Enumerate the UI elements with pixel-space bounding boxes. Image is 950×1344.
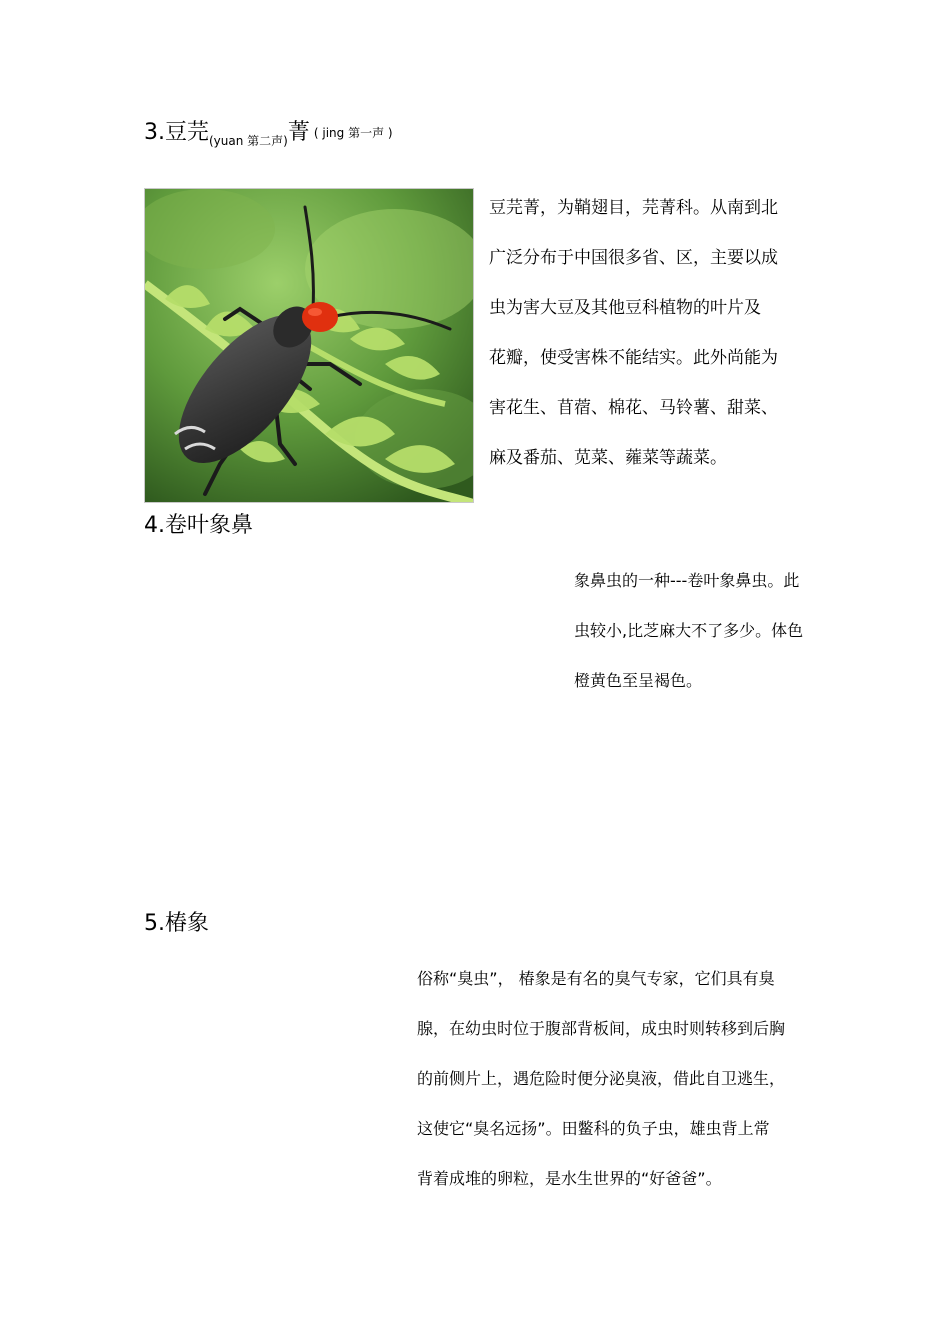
section-3-line: 虫为害大豆及其他豆科植物的叶片及: [489, 298, 761, 318]
section-4-line: 橙黄色至呈褐色。: [574, 671, 703, 690]
section-3-line: 广泛分布于中国很多省、区，主要以成: [489, 248, 778, 268]
section-3-heading: [144, 118, 393, 156]
section-3-heading-sub: (yuan 第二声): [209, 134, 288, 148]
section-3-heading-small: ( jing 第一声 ): [313, 126, 393, 140]
section-4-line: 虫较小,比芝麻大不了多少。体色: [574, 621, 804, 640]
beetle-illustration: [145, 189, 474, 503]
section-5-line: 这使它“臭名远扬”。田鳖科的负子虫，雄虫背上常: [417, 1119, 770, 1138]
section-3-heading-char: 菁: [287, 120, 310, 145]
section-4-heading: 4.卷叶象鼻: [144, 513, 253, 538]
section-5-line: 俗称“臭虫”， 椿象是有名的臭气专家，它们具有臭: [417, 969, 775, 988]
section-4-paragraph: [574, 556, 814, 706]
section-3-line: 害花生、苜蓿、棉花、马铃薯、甜菜、: [489, 398, 778, 418]
section-5-paragraph: [417, 954, 817, 1204]
section-5-line: 背着成堆的卵粒，是水生世界的“好爸爸”。: [417, 1169, 722, 1188]
beetle-photo: [144, 188, 474, 503]
section-5-line: 腺，在幼虫时位于腹部背板间，成虫时则转移到后胸: [417, 1019, 786, 1038]
section-5-line: 的前侧片上，遇危险时便分泌臭液，借此自卫逃生，: [417, 1069, 786, 1088]
section-3-paragraph: [489, 183, 809, 483]
section-3-line: 麻及番茄、苋菜、蕹菜等蔬菜。: [489, 448, 727, 468]
section-3-line: 豆芫菁，为鞘翅目，芫菁科。从南到北: [489, 198, 778, 218]
section-3-line: 花瓣，使受害株不能结实。此外尚能为: [489, 348, 778, 368]
section-5-heading: 5.椿象: [144, 911, 209, 936]
section-4-line: 象鼻虫的一种---卷叶象鼻虫。此: [574, 571, 800, 590]
section-3-heading-main: 3.豆芫: [144, 120, 209, 145]
